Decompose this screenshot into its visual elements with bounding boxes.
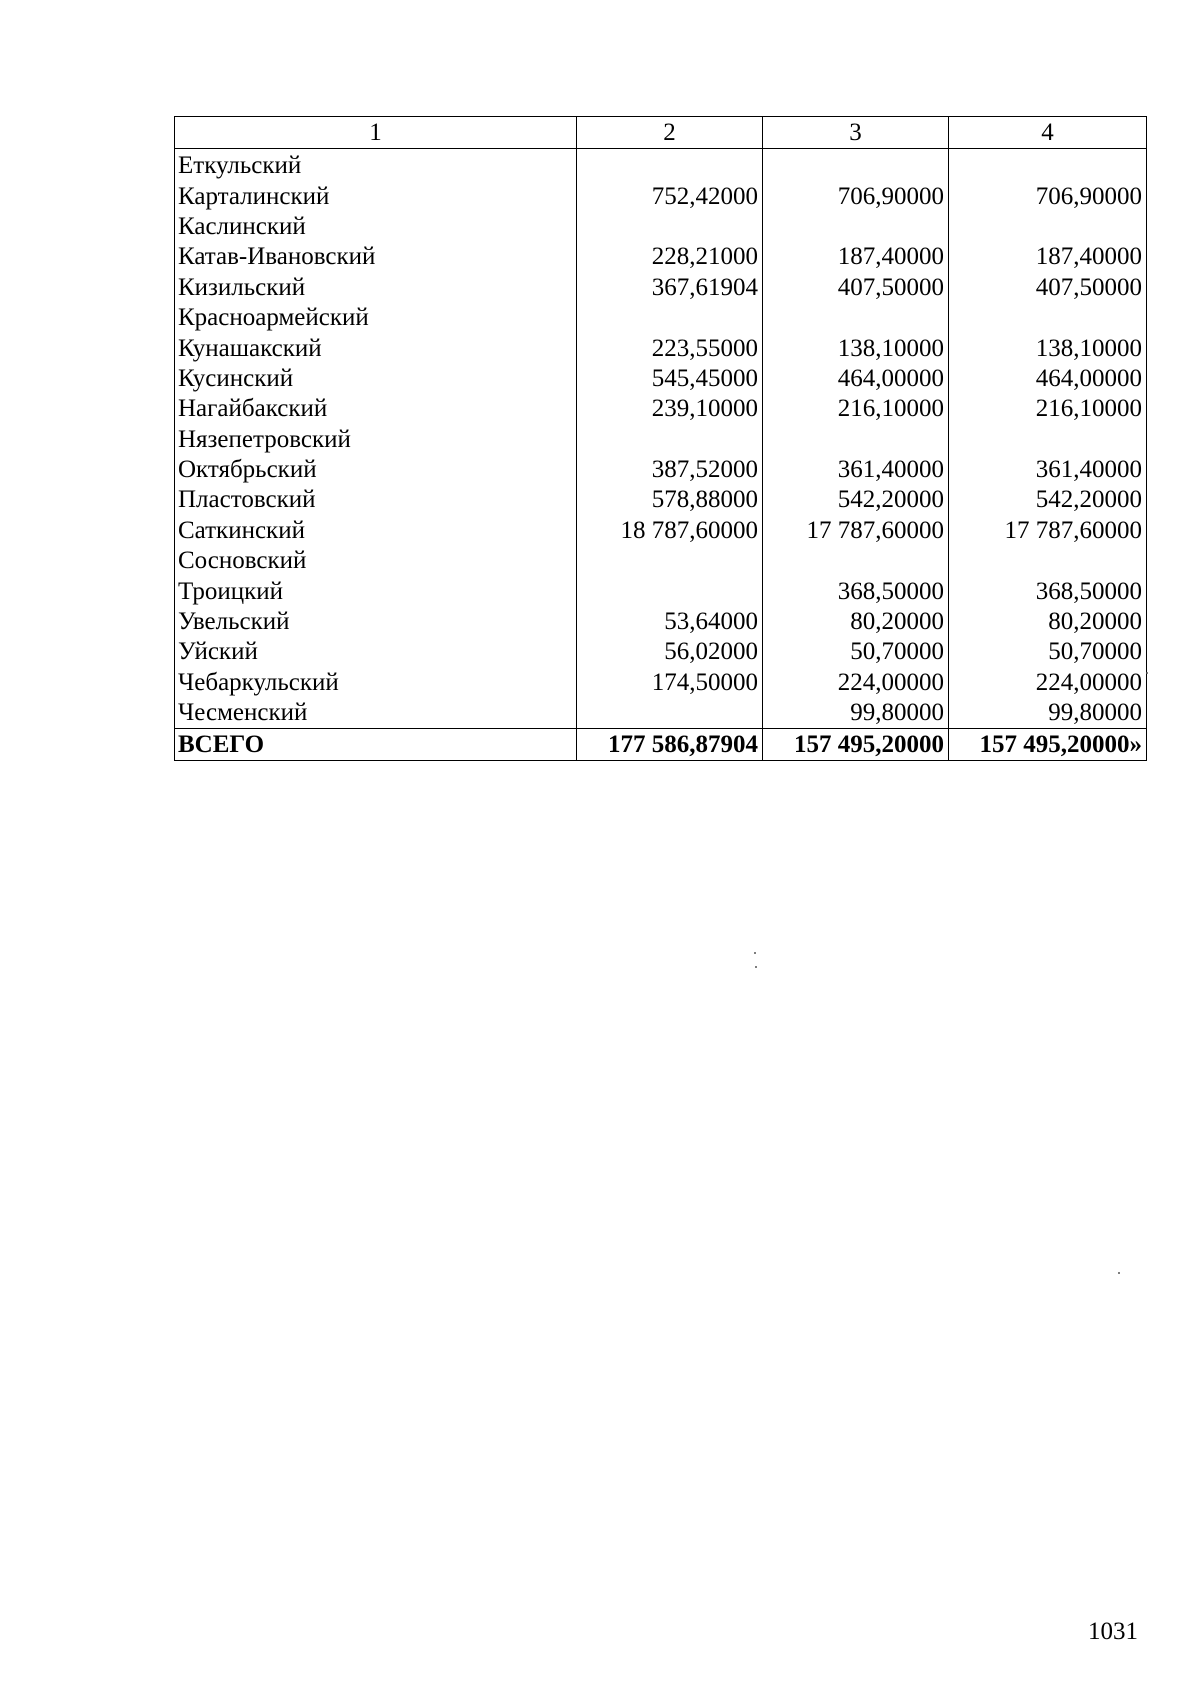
value-col-2: 752,42000 bbox=[577, 181, 763, 211]
column-header-2: 2 bbox=[577, 117, 763, 149]
value-col-3 bbox=[763, 149, 949, 182]
value-col-2 bbox=[577, 212, 763, 242]
scan-speck bbox=[754, 952, 756, 954]
value-col-3: 361,40000 bbox=[763, 455, 949, 485]
district-name: Кусинский bbox=[175, 364, 577, 394]
district-name: Кизильский bbox=[175, 273, 577, 303]
value-col-4: 464,00000 bbox=[949, 364, 1147, 394]
value-col-2 bbox=[577, 425, 763, 455]
value-col-4: 407,50000 bbox=[949, 273, 1147, 303]
table-row bbox=[175, 698, 1147, 729]
table-header-row bbox=[175, 117, 1147, 149]
table-row bbox=[175, 394, 1147, 424]
district-name: Кунашакский bbox=[175, 333, 577, 363]
table-body bbox=[175, 149, 1147, 729]
value-col-2 bbox=[577, 546, 763, 576]
district-budget-table bbox=[174, 116, 1147, 761]
value-col-2: 545,45000 bbox=[577, 364, 763, 394]
district-name: Чесменский bbox=[175, 698, 577, 729]
district-name: Троицкий bbox=[175, 576, 577, 606]
table-row bbox=[175, 485, 1147, 515]
scan-speck bbox=[1146, 672, 1148, 674]
table-row bbox=[175, 668, 1147, 698]
table-row bbox=[175, 576, 1147, 606]
value-col-4 bbox=[949, 546, 1147, 576]
value-col-2: 578,88000 bbox=[577, 485, 763, 515]
value-col-2: 387,52000 bbox=[577, 455, 763, 485]
district-name: Увельский bbox=[175, 607, 577, 637]
value-col-4: 706,90000 bbox=[949, 181, 1147, 211]
value-col-4: 138,10000 bbox=[949, 333, 1147, 363]
value-col-2: 228,21000 bbox=[577, 242, 763, 272]
value-col-3 bbox=[763, 303, 949, 333]
district-name: Еткульский bbox=[175, 149, 577, 182]
value-col-4: 224,00000 bbox=[949, 668, 1147, 698]
table-row bbox=[175, 212, 1147, 242]
table-row bbox=[175, 546, 1147, 576]
value-col-2 bbox=[577, 698, 763, 729]
value-col-3: 17 787,60000 bbox=[763, 516, 949, 546]
value-col-4 bbox=[949, 425, 1147, 455]
value-col-2: 174,50000 bbox=[577, 668, 763, 698]
value-col-2: 367,61904 bbox=[577, 273, 763, 303]
column-header-4: 4 bbox=[949, 117, 1147, 149]
value-col-2 bbox=[577, 149, 763, 182]
district-name: Чебаркульский bbox=[175, 668, 577, 698]
column-header-3: 3 bbox=[763, 117, 949, 149]
value-col-4 bbox=[949, 149, 1147, 182]
value-col-3: 368,50000 bbox=[763, 576, 949, 606]
value-col-4: 50,70000 bbox=[949, 637, 1147, 667]
value-col-4 bbox=[949, 212, 1147, 242]
value-col-3: 80,20000 bbox=[763, 607, 949, 637]
value-col-4 bbox=[949, 303, 1147, 333]
value-col-4: 187,40000 bbox=[949, 242, 1147, 272]
district-name: Сосновский bbox=[175, 546, 577, 576]
value-col-2 bbox=[577, 576, 763, 606]
value-col-2: 18 787,60000 bbox=[577, 516, 763, 546]
district-name: Катав-Ивановский bbox=[175, 242, 577, 272]
column-header-1: 1 bbox=[175, 117, 577, 149]
table-row bbox=[175, 303, 1147, 333]
value-col-4: 99,80000 bbox=[949, 698, 1147, 729]
value-col-3 bbox=[763, 212, 949, 242]
table-row bbox=[175, 637, 1147, 667]
value-col-3: 216,10000 bbox=[763, 394, 949, 424]
value-col-4: 17 787,60000 bbox=[949, 516, 1147, 546]
value-col-3: 138,10000 bbox=[763, 333, 949, 363]
table-row bbox=[175, 273, 1147, 303]
table-row bbox=[175, 149, 1147, 182]
total-label: ВСЕГО bbox=[175, 729, 577, 760]
page-number: 1031 bbox=[1088, 1618, 1138, 1645]
district-name: Уйский bbox=[175, 637, 577, 667]
table-row bbox=[175, 425, 1147, 455]
value-col-3: 187,40000 bbox=[763, 242, 949, 272]
district-name: Октябрьский bbox=[175, 455, 577, 485]
value-col-3 bbox=[763, 546, 949, 576]
total-col-2: 177 586,87904 bbox=[577, 729, 763, 760]
total-col-3: 157 495,20000 bbox=[763, 729, 949, 760]
district-name: Пластовский bbox=[175, 485, 577, 515]
table-row bbox=[175, 181, 1147, 211]
value-col-3: 706,90000 bbox=[763, 181, 949, 211]
value-col-4: 368,50000 bbox=[949, 576, 1147, 606]
table-row bbox=[175, 333, 1147, 363]
value-col-4: 361,40000 bbox=[949, 455, 1147, 485]
value-col-3: 50,70000 bbox=[763, 637, 949, 667]
table-row bbox=[175, 516, 1147, 546]
value-col-3: 407,50000 bbox=[763, 273, 949, 303]
value-col-3: 99,80000 bbox=[763, 698, 949, 729]
table-row bbox=[175, 364, 1147, 394]
value-col-4: 542,20000 bbox=[949, 485, 1147, 515]
value-col-2: 53,64000 bbox=[577, 607, 763, 637]
district-name: Красноармейский bbox=[175, 303, 577, 333]
value-col-3 bbox=[763, 425, 949, 455]
value-col-2: 239,10000 bbox=[577, 394, 763, 424]
scan-speck bbox=[1118, 1272, 1120, 1274]
scan-speck bbox=[755, 966, 757, 968]
value-col-3: 464,00000 bbox=[763, 364, 949, 394]
total-col-4: 157 495,20000» bbox=[949, 729, 1147, 760]
value-col-2: 56,02000 bbox=[577, 637, 763, 667]
value-col-2: 223,55000 bbox=[577, 333, 763, 363]
table-row bbox=[175, 242, 1147, 272]
district-name: Каслинский bbox=[175, 212, 577, 242]
value-col-3: 542,20000 bbox=[763, 485, 949, 515]
value-col-2 bbox=[577, 303, 763, 333]
value-col-4: 216,10000 bbox=[949, 394, 1147, 424]
district-name: Нязепетровский bbox=[175, 425, 577, 455]
district-name: Нагайбакский bbox=[175, 394, 577, 424]
value-col-3: 224,00000 bbox=[763, 668, 949, 698]
value-col-4: 80,20000 bbox=[949, 607, 1147, 637]
table-row bbox=[175, 455, 1147, 485]
total-row bbox=[175, 729, 1147, 760]
district-name: Саткинский bbox=[175, 516, 577, 546]
district-name: Карталинский bbox=[175, 181, 577, 211]
table-row bbox=[175, 607, 1147, 637]
